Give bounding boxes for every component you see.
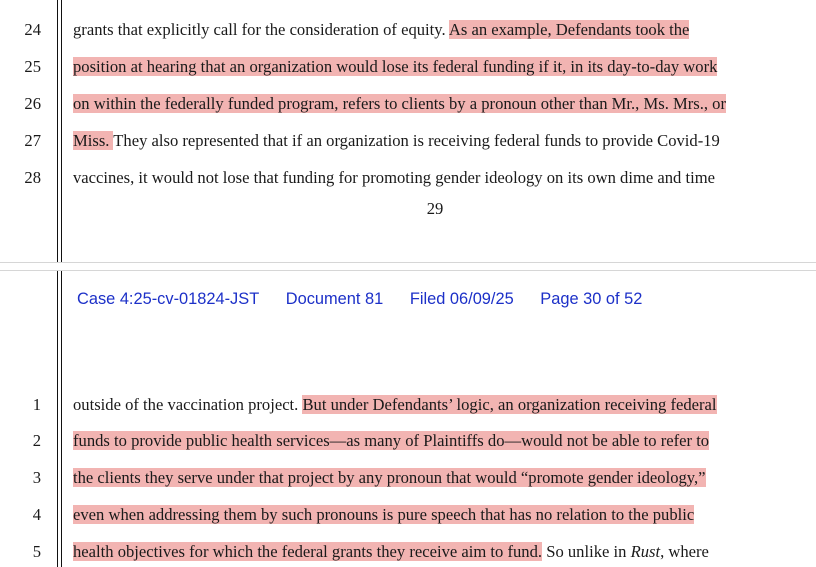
text-line	[73, 130, 803, 152]
margin-rule-left	[57, 271, 58, 567]
text-segment: outside of the vaccination project.	[73, 395, 303, 414]
text-line	[73, 430, 803, 452]
margin-rule-right	[61, 0, 62, 262]
text-line	[73, 394, 803, 416]
highlighted-text: health objectives for which the federal grants they receive aim to fund.	[73, 542, 543, 561]
clipped-previous-line	[73, 0, 803, 6]
page-separator	[0, 262, 816, 271]
line-number: 24	[24, 20, 41, 39]
highlighted-text: Miss.	[73, 131, 114, 150]
line-number: 26	[24, 94, 41, 113]
page-number: 29	[426, 199, 444, 218]
line-number: 28	[24, 168, 41, 187]
text-line	[73, 504, 803, 526]
highlighted-text: But under Defendants’ logic, an organization receiving federal	[302, 395, 717, 414]
text-line	[73, 541, 803, 563]
highlighted-text: position at hearing that an organization would lose its federal funding if it, in its day-to-day work	[73, 57, 718, 76]
margin-rule-left	[57, 0, 58, 262]
page-29	[0, 0, 816, 262]
text-line	[73, 93, 803, 115]
text-line	[73, 167, 803, 189]
filed-date: Filed 06/09/25	[409, 290, 514, 308]
line-number: 2	[32, 431, 41, 450]
highlighted-text: As an example, Defendants took the	[448, 20, 690, 39]
text-segment: Rust	[630, 542, 661, 561]
line-number: 3	[32, 468, 41, 487]
page-of-total: Page 30 of 52	[540, 290, 643, 308]
text-line	[73, 19, 803, 41]
line-number: 4	[32, 505, 41, 524]
highlighted-text: on within the federally funded program, refers to clients by a pronoun other than Mr., Ms. Mrs., or	[73, 94, 726, 113]
highlighted-text: the clients they serve under that project by any pronoun that would “promote gender ideology,”	[73, 468, 706, 487]
line-number: 25	[24, 57, 41, 76]
highlighted-text: even when addressing them by such pronouns is pure speech that has no relation to the public	[73, 505, 695, 524]
case-header	[77, 288, 642, 310]
margin-rule-right	[61, 271, 62, 567]
text-segment: So unlike in	[542, 542, 631, 561]
line-number: 27	[24, 131, 41, 150]
document-number: Document 81	[285, 290, 384, 308]
text-segment: They also represented that if an organization is receiving federal funds to provide Covid-19	[113, 131, 720, 150]
highlighted-text: funds to provide public health services—as many of Plaintiffs do—would not be able to refer to	[73, 431, 710, 450]
text-line	[73, 56, 803, 78]
line-number: 5	[32, 542, 41, 561]
case-number: Case 4:25-cv-01824-JST	[77, 290, 260, 308]
text-segment: , where	[660, 542, 709, 561]
text-line	[73, 467, 803, 489]
text-segment: vaccines, it would not lose that funding for promoting gender ideology on its own dime and time	[73, 168, 715, 187]
line-number: 1	[32, 395, 41, 414]
text-segment: grants that explicitly call for the consideration of equity.	[73, 20, 449, 39]
